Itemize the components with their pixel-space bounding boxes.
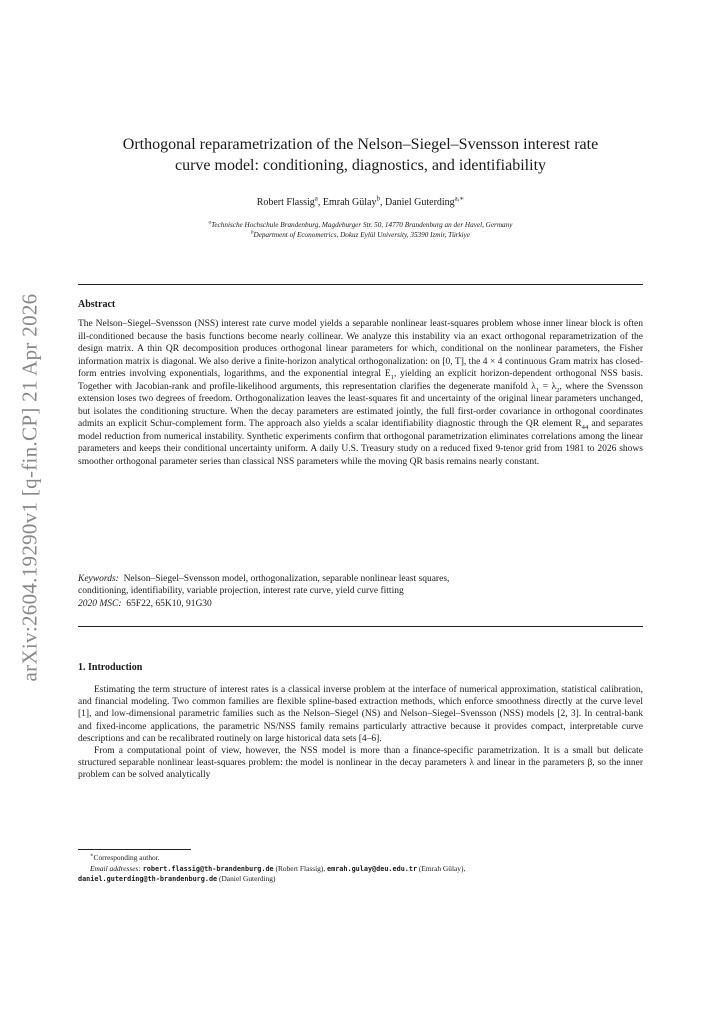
introduction-body	[78, 684, 643, 782]
affiliations	[78, 220, 643, 240]
abstract-top-rule	[78, 284, 643, 285]
footnotes	[78, 853, 643, 885]
paper-title	[78, 134, 643, 176]
paper-page	[78, 0, 643, 1019]
title-line-1: Orthogonal reparametrization of the Nelson–Siegel–Svensson interest rate	[122, 136, 599, 153]
author-affil-mark: a,∗	[454, 194, 465, 203]
section-heading-introduction: 1. Introduction	[78, 662, 143, 673]
email-link[interactable]: robert.flassig@th-brandenburg.de	[142, 864, 274, 873]
intro-paragraph-1: Estimating the term structure of interest rates is a classical inverse problem at the interface of numerical approximation, statistical calibration, and financial modeling. Two common families are flexible spline-based extraction methods, which enforce smoothness directly at the curve level [1], and low-dimensional parametric families such as the Nelson–Siegel (NS) and Nelson–Siegel–Svensson (NSS) models [2, 3]. In central-bank and fixed-income applications, the parametric NS/NSS family remains particularly attractive because it provides compact, interpretable curve descriptions and can be recalibrated routinely on large historical data sets [4–6].	[78, 685, 643, 744]
footnote-rule	[78, 849, 191, 850]
affiliation-a: $^a$Technische Hochschule Brandenburg, Magdeburger Str. 50, 14770 Brandenburg an der Havel, Germany	[208, 220, 513, 229]
keywords-label: Keywords:	[78, 574, 119, 584]
title-line-2: curve model: conditioning, diagnostics, and identifiability	[174, 157, 547, 174]
arxiv-identifier	[2, 287, 58, 687]
arxiv-identifier-text: arXiv:2604.19290v1 [q-fin.CP] 21 Apr 2026	[17, 293, 42, 681]
msc-label: 2020 MSC:	[78, 598, 122, 609]
author-affil-mark: a	[314, 194, 318, 203]
affiliation-b: $^b$Department of Econometrics, Dokuz Eylül University, 35390 Izmir, Türkiye	[250, 230, 471, 239]
abstract-bottom-rule	[78, 626, 643, 627]
keywords-block	[78, 573, 643, 610]
keywords-line-2: conditioning, identifiability, variable projection, interest rate curve, yield curve fitting	[78, 586, 404, 597]
author-name: Emrah Gülay	[322, 197, 377, 208]
email-link[interactable]: daniel.guterding@th-brandenburg.de	[78, 875, 218, 883]
footnote-emails: Email addresses: robert.flassig@th-brandenburg.de (Robert Flassig), emrah.gulay@deu.edu.tr (Emrah Gülay),	[90, 863, 466, 873]
email-link[interactable]: emrah.gulay@deu.edu.tr	[327, 864, 418, 873]
footnote-corresponding: ∗Corresponding author.	[90, 852, 160, 862]
keywords-line-1: Keywords: Nelson–Siegel–Svensson model, orthogonalization, separable nonlinear least squares,	[78, 574, 450, 584]
abstract-heading: Abstract	[78, 299, 116, 310]
author-affil-mark: b	[376, 194, 380, 203]
author-list: Robert Flassig$^a$, Emrah Gülay$^b$, Daniel Guterding$^{a,∗}$	[256, 194, 465, 208]
footnote-emails-cont: daniel.guterding@th-brandenburg.de (Daniel Guterding)	[78, 874, 276, 883]
intro-paragraph-2: From a computational point of view, however, the NSS model is more than a finance-specific parametrization. It is a small but delicate structured separable nonlinear least-squares problem: the model is nonlinear in the decay parameters λ and linear in the parameters β, so the inner problem can be solved analytically	[78, 746, 643, 781]
author-name: Daniel Guterding	[384, 197, 455, 208]
author-name: Robert Flassig	[256, 197, 315, 208]
abstract-body: The Nelson–Siegel–Svensson (NSS) interest rate curve model yields a separable nonlinear least-squares problem whose inner linear block is often ill-conditioned because the basis functions become nearly collinear. We analyze this instability via an exact orthogonal reparametrization of the design matrix. A thin QR decomposition produces orthogonal linear parameters for which, conditional on the nonlinear parameters, the Fisher information matrix is diagonal. We also derive a finite-horizon analytical orthogonalization: on [0, T], the 4 × 4 continuous Gram matrix has closed-form entries involving exponentials, logarithms, and the exponential integral $E_1$, yielding an explicit horizon-dependent orthogonal NSS basis. Together with Jacobian-rank and profile-likelihood arguments, this representation clarifies the degenerate manifold $\lambda_1 = \lambda_2$, where the Svensson extension loses two degrees of freedom. Orthogonalization leaves the least-squares fit and uncertainty of the original linear parameters unchanged, but isolates the conditioning structure. When the decay parameters are estimated jointly, the full first-order covariance in orthogonal coordinates admits an explicit Schur-complement form. The approach also yields a scalar identifiability diagnostic through the QR element $R_{44}$ and separates model reduction from numerical instability. Synthetic experiments confirm that orthogonal parametrization eliminates correlations among the linear parameters and keeps their conditional uncertainty uniform. A daily U.S. Treasury study on a reduced fixed 9-tenor grid from 1981 to 2026 shows smoother orthogonal parameter series than classical NSS parameters while the moving QR basis remains nearly constant.	[78, 319, 644, 468]
msc-line: 2020 MSC: 65F22, 65K10, 91G30	[78, 598, 212, 609]
